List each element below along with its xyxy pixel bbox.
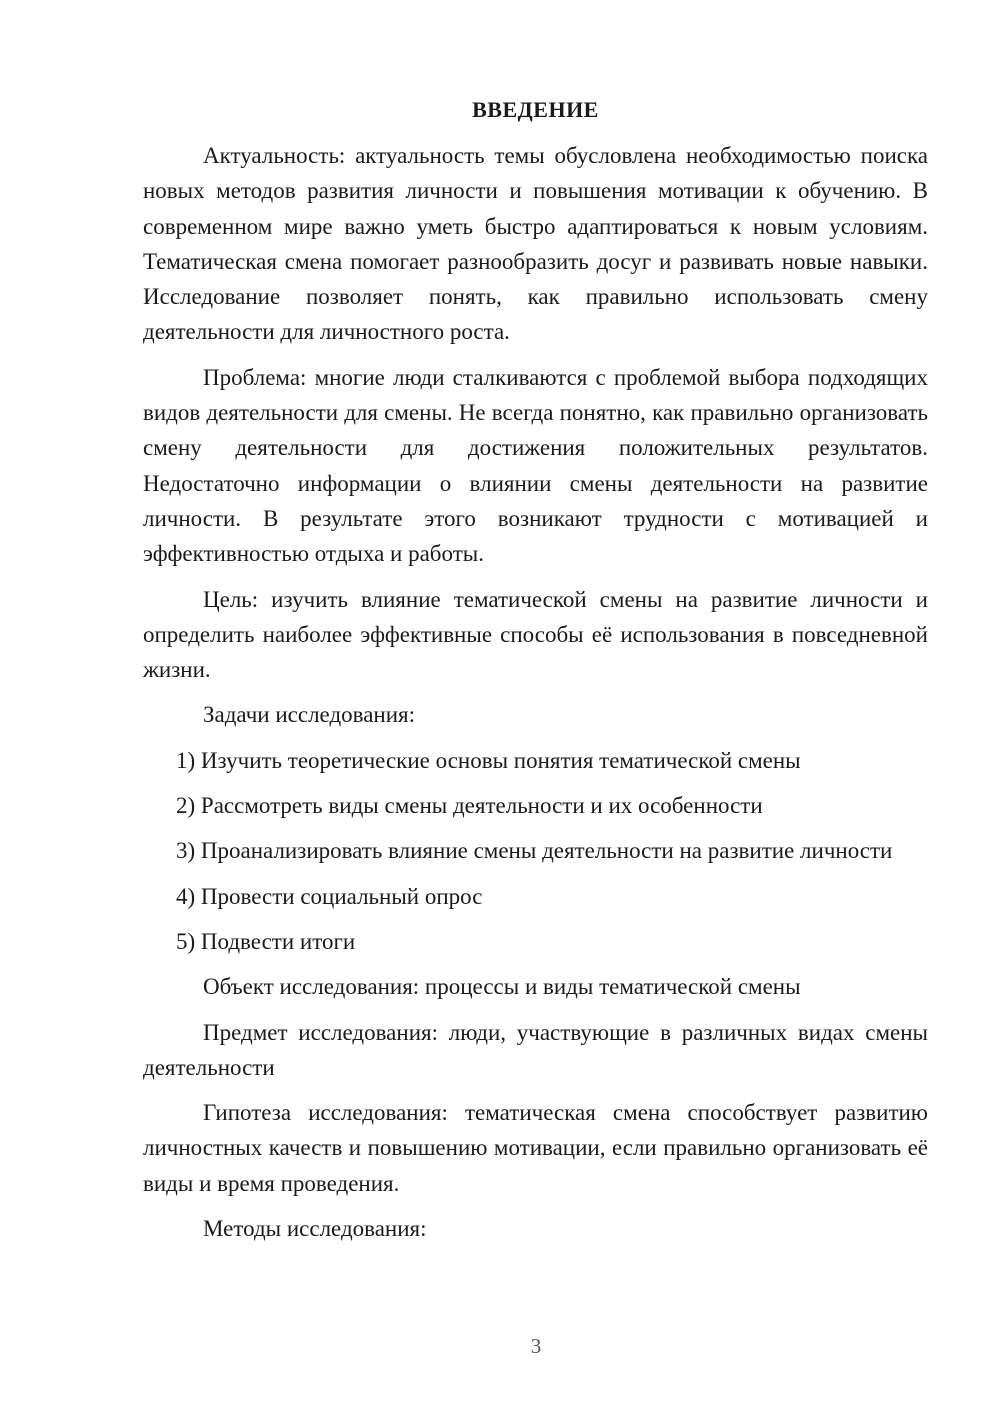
paragraph-object: Объект исследования: процессы и виды тематической смены [203,974,801,1000]
task-item-4: 4) Провести социальный опрос [176,883,483,909]
task-item-3: 3) Проанализировать влияние смены деятельности на развитие личности [176,838,893,864]
section-heading: ВВЕДЕНИЕ [472,97,599,122]
paragraph-relevance: Актуальность: актуальность темы обусловлена необходимостью поиска новых методов развития личности и повышения мотивации к обучению. В современном мире важно уметь быстро адаптироваться к новым условиям. Тематическая смена помогает разнообразить досуг и развивать новые навыки. Исследование позволяет понять, как правильно использовать смену деятельности для личностного роста. [143,143,928,345]
task-item-5: 5) Подвести итоги [176,928,356,954]
paragraph-hypothesis: Гипотеза исследования: тематическая смена способствует развитию личностных качеств и повышению мотивации, если правильно организовать её виды и время проведения. [143,1100,928,1196]
task-item-1: 1) Изучить теоретические основы понятия тематической смены [176,747,801,773]
page-content [143,94,928,1256]
page-number: 3 [530,1334,542,1358]
paragraph-problem: Проблема: многие люди сталкиваются с проблемой выбора подходящих видов деятельности для смены. Не всегда понятно, как правильно организовать смену деятельности для достижения положительных результатов. Недостаточно информации о влиянии смены деятельности на развитие личности. В результате этого возникают трудности с мотивацией и эффективностью отдыха и работы. [143,364,928,567]
paragraph-subject: Предмет исследования: люди, участвующие в различных видах смены деятельности [143,1019,928,1080]
paragraph-methods-heading: Методы исследования: [203,1216,427,1242]
task-item-2: 2) Рассмотреть виды смены деятельности и их особенности [176,793,763,819]
paragraph-goal: Цель: изучить влияние тематической смены на развитие личности и определить наиболее эффективные способы её использования в повседневной жизни. [143,586,928,683]
paragraph-tasks-heading: Задачи исследования: [203,702,416,728]
